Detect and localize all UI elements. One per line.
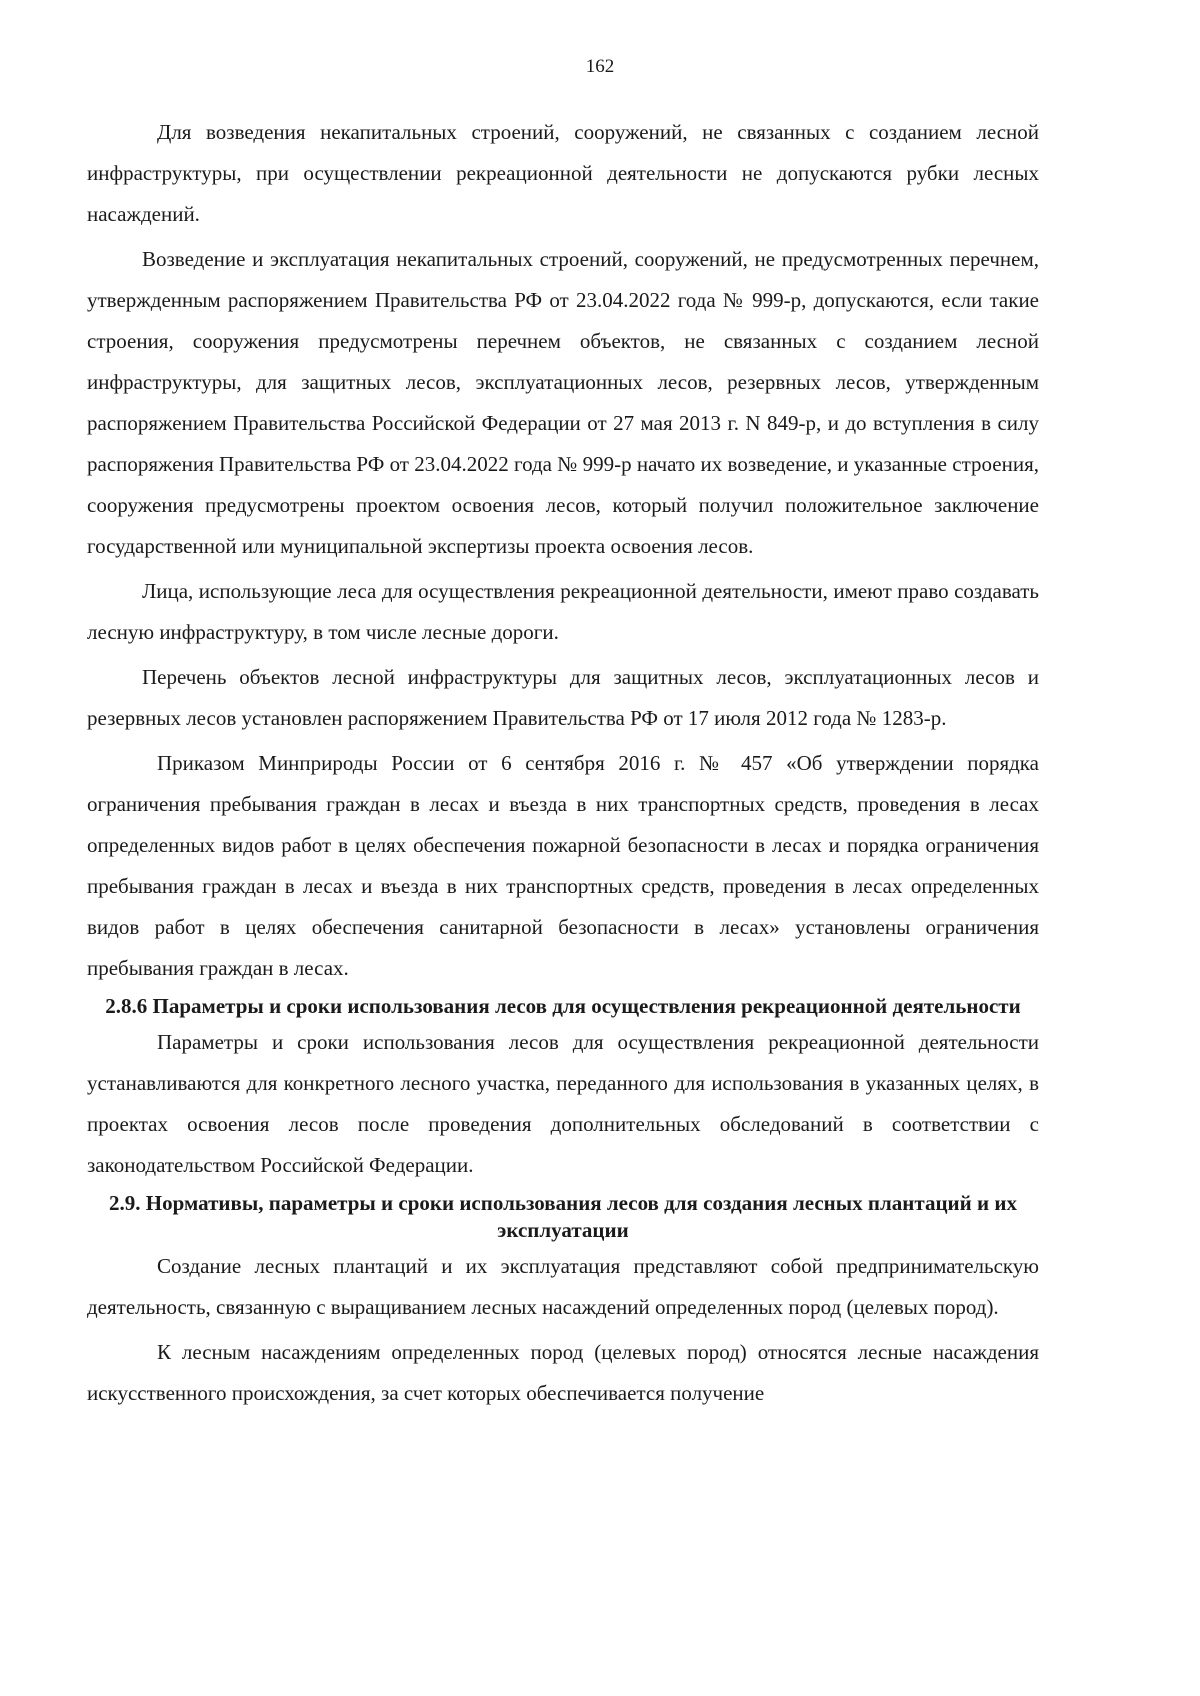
paragraph-ministry-order: Приказом Минприроды России от 6 сентября 2016 г. № 457 «Об утверждении порядка ограничения пребывания граждан в лесах и въезда в них транспортных средств, проведения в лесах определенных видов работ в целях обеспечения пожарной безопасности в лесах и порядка ограничения пребывания граждан в лесах и въезда в них транспортных средств, проведения в лесах определенных видов работ в целях обеспечения санитарной безопасности в лесах» установлены ограничения пребывания граждан в лесах. <box>87 751 1039 980</box>
paragraph-plantations: Создание лесных плантаций и их эксплуатация представляют собой предпринимательскую деятельность, связанную с выращиванием лесных насаждений определенных пород (целевых пород). <box>87 1254 1039 1319</box>
paragraph-forest-infrastructure-right: Лица, использующие леса для осуществления рекреационной деятельности, имеют право создавать лесную инфраструктуру, в том числе лесные дороги. <box>87 579 1039 644</box>
paragraph-target-species: К лесным насаждениям определенных пород (целевых пород) относятся лесные насаждения искусственного происхождения, за счет которых обеспечивается получение <box>87 1340 1039 1405</box>
paragraph-construction-operation: Возведение и эксплуатация некапитальных строений, сооружений, не предусмотренных перечнем, утвержденным распоряжением Правительства РФ от 23.04.2022 года № 999-р, допускаются, если такие строения, сооружения предусмотрены перечнем объектов, не связанных с созданием лесной инфраструктуры, для защитных лесов, эксплуатационных лесов, резервных лесов, утвержденным распоряжением Правительства Российской Федерации от 27 мая 2013 г. N 849-р, и до вступления в силу распоряжения Правительства РФ от 23.04.2022 года № 999-р начато их возведение, и указанные строения, сооружения предусмотрены проектом освоения лесов, который получил положительное заключение государственной или муниципальной экспертизы проекта освоения лесов. <box>87 247 1039 558</box>
paragraph-infrastructure-list: Перечень объектов лесной инфраструктуры для защитных лесов, эксплуатационных лесов и резервных лесов установлен распоряжением Правительства РФ от 17 июля 2012 года № 1283-р. <box>87 665 1039 730</box>
section-heading-2-9: 2.9. Нормативы, параметры и сроки использования лесов для создания лесных плантаций и их эксплуатации <box>109 1191 1017 1242</box>
paragraph-parameters-terms: Параметры и сроки использования лесов для осуществления рекреационной деятельности устанавливаются для конкретного лесного участка, переданного для использования в указанных целях, в проектах освоения лесов после проведения дополнительных обследований в соответствии с законодательством Российской Федерации. <box>87 1030 1039 1177</box>
section-heading-2-8-6: 2.8.6 Параметры и сроки использования лесов для осуществления рекреационной деятельности <box>105 994 1021 1018</box>
page-number: 162 <box>585 56 615 77</box>
paragraph-nonpermanent-structures: Для возведения некапитальных строений, сооружений, не связанных с созданием лесной инфраструктуры, при осуществлении рекреационной деятельности не допускаются рубки лесных насаждений. <box>87 120 1039 226</box>
document-body <box>87 112 1039 1418</box>
